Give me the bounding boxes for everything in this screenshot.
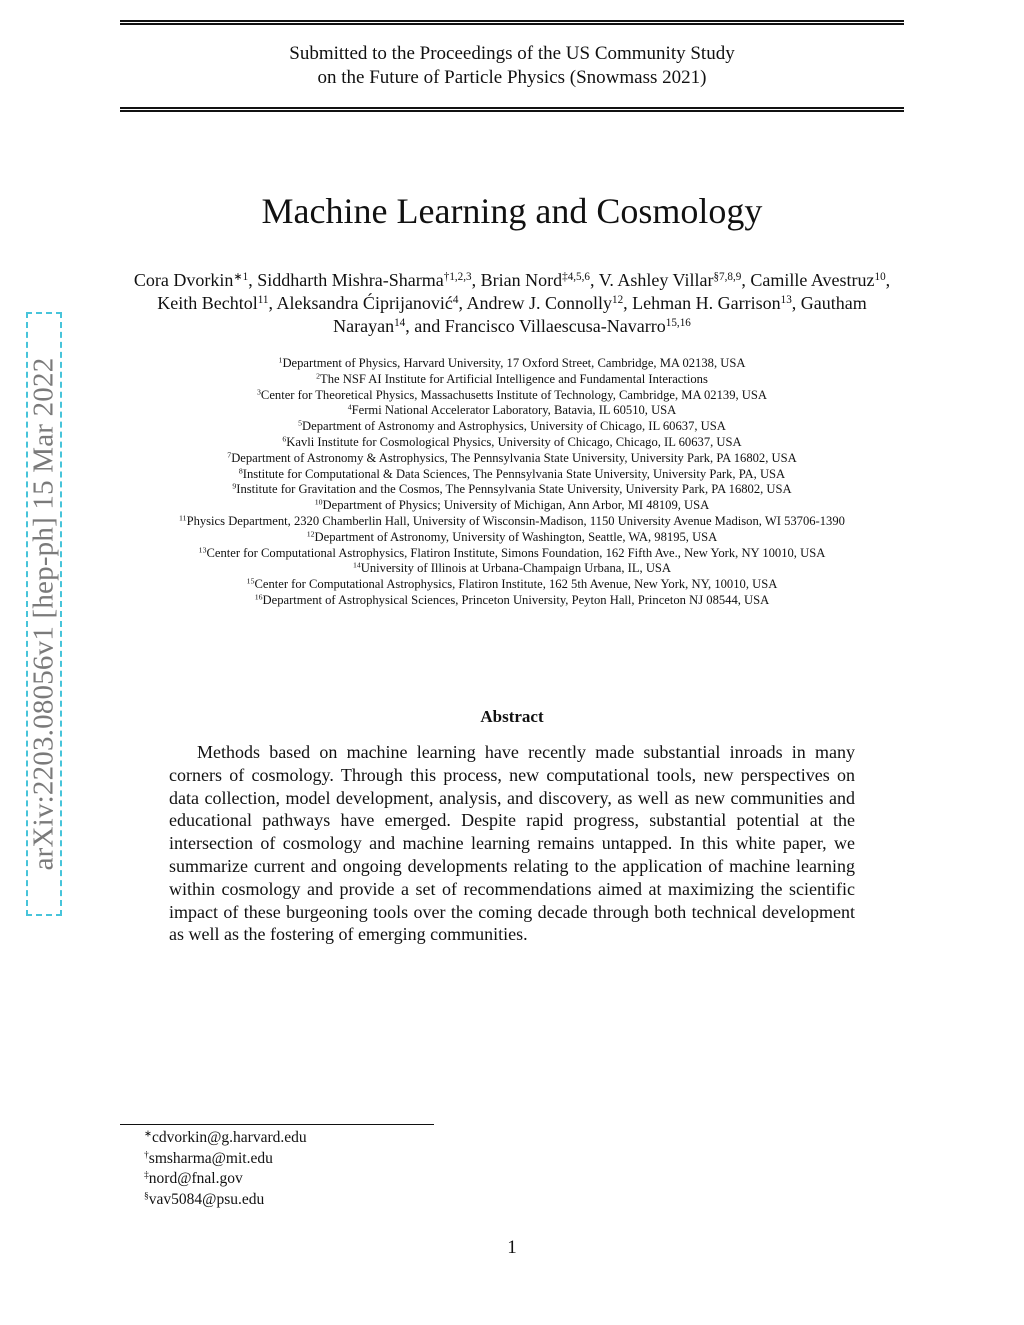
- affiliation-number: 9: [232, 482, 237, 492]
- abstract-body: Methods based on machine learning have recently made substantial inroads in many corners of cosmology. Through this process, new computational tools, new perspectives on data collection, model development, analysis, and discovery, as well as new communities and educational pathways have emerged. Despite rapid progress, substantial potential at the intersection of cosmology and machine learning remains untapped. In this white paper, we summarize current and ongoing developments relating to the application of machine learning within cosmology and provide a set of recommendations aimed at maximizing the scientific impact of these burgeoning tools over the coming decade through both technical development as well as the fostering of emerging communities.: [169, 742, 855, 945]
- author: [157, 293, 268, 313]
- footnote-mark: ‡: [144, 1169, 149, 1181]
- affiliation-item: [100, 561, 924, 577]
- author-name: Brian Nord: [480, 270, 563, 290]
- affiliation-item: [100, 435, 924, 451]
- author-affiliation-marker: ‡4,5,6: [562, 270, 590, 283]
- submission-header: [120, 42, 904, 90]
- author-name: Francisco Villaescusa-Navarro: [444, 316, 666, 336]
- author-affiliation-marker: 12: [612, 293, 624, 306]
- author: [276, 293, 458, 313]
- author: [467, 293, 624, 313]
- author-name: Cora Dvorkin: [133, 270, 234, 290]
- author-separator: ,: [791, 293, 801, 313]
- affiliation-number: 7: [227, 450, 232, 460]
- affiliation-item: [100, 482, 924, 498]
- author-name: Siddharth Mishra-Sharma: [257, 270, 444, 290]
- affiliation-item: [100, 403, 924, 419]
- submission-line-1: Submitted to the Proceedings of the US Community Study: [289, 43, 735, 64]
- author-affiliation-marker: 14: [394, 316, 406, 329]
- affiliation-text: Center for Computational Astrophysics, Flatiron Institute, 162 5th Avenue, New York, NY, 10010, USA: [254, 577, 778, 592]
- footnote-item: [144, 1128, 307, 1149]
- footnote-mark: †: [144, 1149, 149, 1161]
- affiliation-number: 15: [246, 576, 255, 586]
- footnote-list: [144, 1128, 307, 1210]
- affiliation-text: The NSF AI Institute for Artificial Intelligence and Fundamental Interactions: [320, 371, 708, 386]
- footnote-mark: §: [144, 1190, 149, 1202]
- affiliation-item: [100, 530, 924, 546]
- author-affiliation-marker: 4: [452, 293, 459, 306]
- author: [481, 270, 590, 290]
- abstract-heading: Abstract: [480, 707, 544, 726]
- affiliation-list: [100, 356, 924, 609]
- author-separator: ,: [590, 270, 599, 290]
- affiliation-text: Department of Astronomy, University of Washington, Seattle, WA, 98195, USA: [314, 529, 718, 544]
- footnote-item: [144, 1169, 307, 1190]
- author-affiliation-marker: 10: [874, 270, 886, 283]
- affiliation-number: 13: [198, 545, 207, 555]
- author-affiliation-marker: ∗1: [233, 270, 249, 283]
- page-number: 1: [507, 1237, 517, 1258]
- footnote-email[interactable]: nord@fnal.gov: [148, 1170, 243, 1187]
- author-affiliation-marker: 15,16: [665, 316, 691, 329]
- affiliation-item: [100, 419, 924, 435]
- affiliation-text: Department of Astronomy and Astrophysics, University of Chicago, IL 60637, USA: [302, 419, 726, 434]
- author-separator: ,: [458, 293, 467, 313]
- affiliation-number: 14: [352, 561, 361, 571]
- affiliation-text: Institute for Computational & Data Sciences, The Pennsylvania State University, University Park, PA, USA: [242, 466, 786, 481]
- affiliation-text: University of Illinois at Urbana-Champaign Urbana, IL, USA: [360, 561, 672, 576]
- affiliation-item: [100, 388, 924, 404]
- submission-line-2: on the Future of Particle Physics (Snowmass 2021): [317, 67, 707, 88]
- affiliation-text: Institute for Gravitation and the Cosmos, The Pennsylvania State University, University Park, PA 16802, USA: [236, 482, 792, 497]
- author: [750, 270, 885, 290]
- author-name: Keith Bechtol: [157, 293, 258, 313]
- footnote-email[interactable]: cdvorkin@g.harvard.edu: [152, 1129, 307, 1146]
- author-separator: ,: [268, 293, 277, 313]
- affiliation-number: 8: [238, 466, 243, 476]
- affiliation-text: Center for Computational Astrophysics, Flatiron Institute, Simons Foundation, 162 Fifth Ave., New York, NY 10010, USA: [206, 545, 826, 560]
- author-affiliation-marker: §7,8,9: [713, 270, 742, 283]
- affiliation-item: [100, 356, 924, 372]
- affiliation-item: [100, 467, 924, 483]
- footnote-mark: ∗: [144, 1128, 153, 1140]
- header-bottom-rule: [120, 107, 904, 112]
- affiliation-number: 11: [179, 513, 187, 523]
- author-separator: ,: [471, 270, 481, 290]
- author: [445, 316, 691, 336]
- affiliation-item: [100, 577, 924, 593]
- author: [257, 270, 471, 290]
- affiliation-text: Department of Physics, Harvard University, 17 Oxford Street, Cambridge, MA 02138, USA: [282, 356, 746, 370]
- affiliation-number: 10: [314, 497, 323, 507]
- affiliation-number: 3: [257, 387, 261, 397]
- affiliation-number: 4: [347, 403, 352, 413]
- footnote-rule: [120, 1124, 434, 1125]
- affiliation-text: Center for Theoretical Physics, Massachusetts Institute of Technology, Cambridge, MA 02139, USA: [260, 387, 767, 402]
- arxiv-stamp: [26, 312, 62, 916]
- affiliation-item: [100, 372, 924, 388]
- author-list: [120, 269, 904, 338]
- affiliation-text: Physics Department, 2320 Chamberlin Hall, University of Wisconsin-Madison, 1150 University Avenue Madison, WI 53706-1390: [186, 513, 845, 528]
- author-name: Camille Avestruz: [750, 270, 875, 290]
- affiliation-number: 16: [254, 592, 263, 602]
- affiliation-number: 2: [316, 371, 321, 381]
- author-name: Aleksandra Ćiprijanović: [276, 293, 453, 313]
- affiliation-text: Fermi National Accelerator Laboratory, Batavia, IL 60510, USA: [351, 403, 677, 418]
- arxiv-identifier: arXiv:2203.08056v1 [hep-ph] 15 Mar 2022: [27, 357, 60, 871]
- affiliation-item: [100, 546, 924, 562]
- affiliation-number: 5: [298, 418, 303, 428]
- affiliation-item: [100, 498, 924, 514]
- author-name: Gautham Narayan: [333, 293, 867, 336]
- affiliation-number: 1: [278, 355, 283, 365]
- affiliation-item: [100, 593, 924, 609]
- author-name: Lehman H. Garrison: [632, 293, 781, 313]
- author-affiliation-marker: 13: [780, 293, 792, 306]
- affiliation-item: [100, 451, 924, 467]
- author-separator: , and: [405, 316, 445, 336]
- author: [632, 293, 792, 313]
- affiliation-text: Department of Physics; University of Michigan, Ann Arbor, MI 48109, USA: [322, 498, 710, 513]
- footnote-item: [144, 1190, 307, 1211]
- footnote-item: [144, 1149, 307, 1170]
- author-name: V. Ashley Villar: [598, 270, 714, 290]
- author-affiliation-marker: †1,2,3: [443, 270, 472, 283]
- affiliation-text: Kavli Institute for Cosmological Physics, University of Chicago, Chicago, IL 60637, USA: [286, 434, 742, 449]
- author: [134, 270, 248, 290]
- paper-title: Machine Learning and Cosmology: [261, 191, 763, 231]
- author-separator: ,: [741, 270, 751, 290]
- header-top-rule: [120, 20, 904, 25]
- affiliation-item: [100, 514, 924, 530]
- author: [599, 270, 742, 290]
- footnote-email[interactable]: smsharma@mit.edu: [148, 1149, 273, 1167]
- author-name: Andrew J. Connolly: [466, 293, 613, 313]
- author-separator: ,: [248, 270, 258, 290]
- author-affiliation-marker: 11: [257, 293, 269, 306]
- affiliation-text: Department of Astronomy & Astrophysics, The Pennsylvania State University, University Park, PA 16802, USA: [231, 450, 797, 465]
- affiliation-text: Department of Astrophysical Sciences, Princeton University, Peyton Hall, Princeton NJ 08544, USA: [262, 592, 770, 607]
- affiliation-number: 12: [306, 529, 315, 539]
- affiliation-number: 6: [282, 434, 287, 444]
- author-separator: ,: [623, 293, 633, 313]
- footnote-email[interactable]: vav5084@psu.edu: [148, 1190, 265, 1208]
- author-separator: ,: [885, 270, 891, 290]
